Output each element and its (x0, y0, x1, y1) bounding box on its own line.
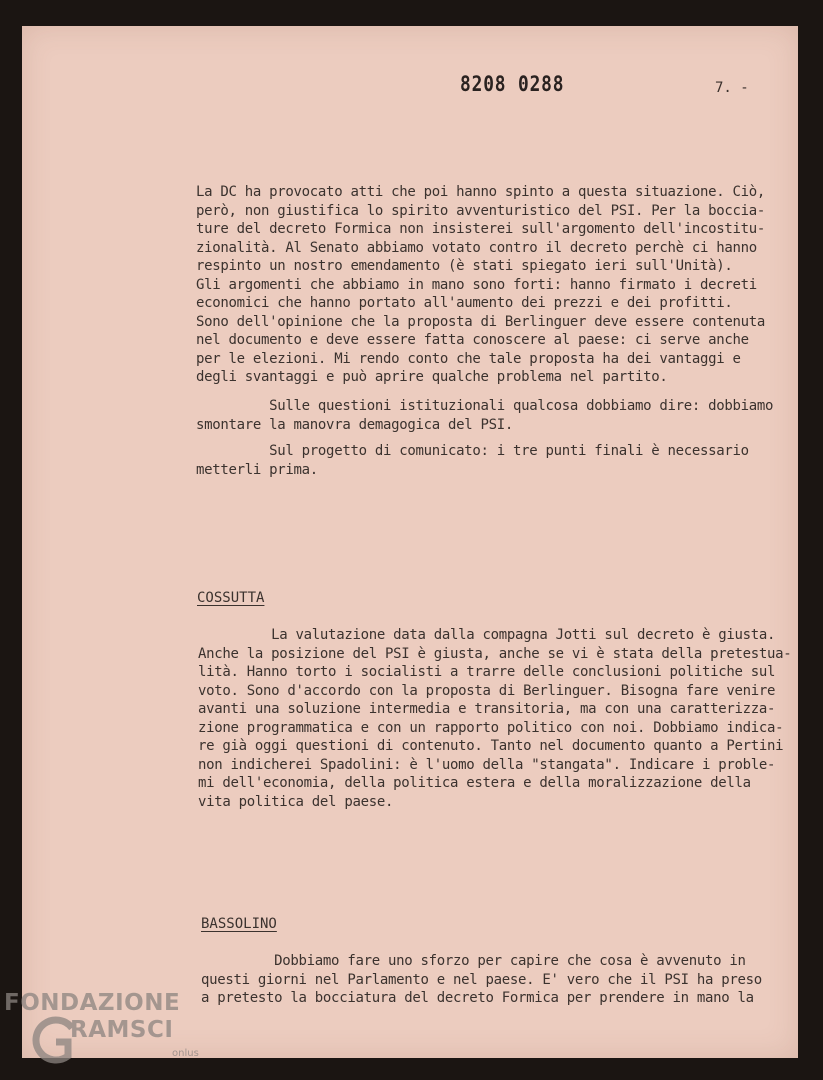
paragraph-1: La DC ha provocato atti che poi hanno spinto a questa situazione. Ciò, però, non giustifica lo spirito avventuristico del PSI. Per la boccia- ture del decreto Formica non insisterei sull'argomento dell'incostitu- zionalità. Al Senato abbiamo votato contro il decreto perchè ci hanno respinto un nostro emendamento (è stati spiegato ieri sull'Unità). Gli argomenti che abbiamo in mano sono forti: hanno firmato i decreti economici che hanno portato all'aumento dei prezzi e dei profitti. Sono dell'opinione che la proposta di Berlinguer deve essere contenuta nel documento e deve essere fatta conoscere al paese: ci serve anche per le elezioni. Mi rendo conto che tale proposta ha dei vantaggi e degli svantaggi e può aprire qualche problema nel partito. (196, 184, 766, 385)
document-page (22, 26, 798, 1058)
paragraph-2: Sulle questioni istituzionali qualcosa dobbiamo dire: dobbiamo smontare la manovra demagogica del PSI. (196, 398, 774, 433)
archive-stamp: 8208 0288 (460, 72, 565, 96)
fondazione-gramsci-watermark (4, 990, 204, 1080)
page-number: 7. - (715, 80, 749, 96)
paragraph-3: Sul progetto di comunicato: i tre punti finali è necessario metterli prima. (196, 443, 749, 478)
section-body-cossutta: La valutazione data dalla compagna Jotti sul decreto è giusta. Anche la posizione del PSI è giusta, anche se vi è stata della pretestua- lità. Hanno torto i socialisti a trarre delle conclusioni politiche sul voto. Sono d'accordo con la proposta di Berlinguer. Bisogna fare venire avanti una soluzione intermedia e transitoria, ma con una caratterizza- zione programmatica e con un rapporto politico con noi. Dobbiamo indica- re già oggi questioni di contenuto. Tanto nel documento quanto a Pertini non indicherei Spadolini: è l'uomo della "stangata". Indicare i proble- mi dell'economia, della politica estera e della moralizzazione della vita politica del paese. (198, 627, 792, 810)
section-heading-cossutta: COSSUTTA (197, 590, 265, 606)
watermark-line-1: FONDAZIONE (4, 990, 181, 1016)
section-body-bassolino: Dobbiamo fare uno sforzo per capire che cosa è avvenuto in questi giorni nel Parlamento e nel paese. E' vero che il PSI ha preso a pretesto la bocciatura del decreto Formica per prendere in mano la (201, 953, 762, 1006)
watermark-line-3: onlus (172, 1048, 199, 1059)
watermark-line-2: RAMSCI (70, 1017, 174, 1043)
section-heading-bassolino: BASSOLINO (201, 916, 277, 932)
